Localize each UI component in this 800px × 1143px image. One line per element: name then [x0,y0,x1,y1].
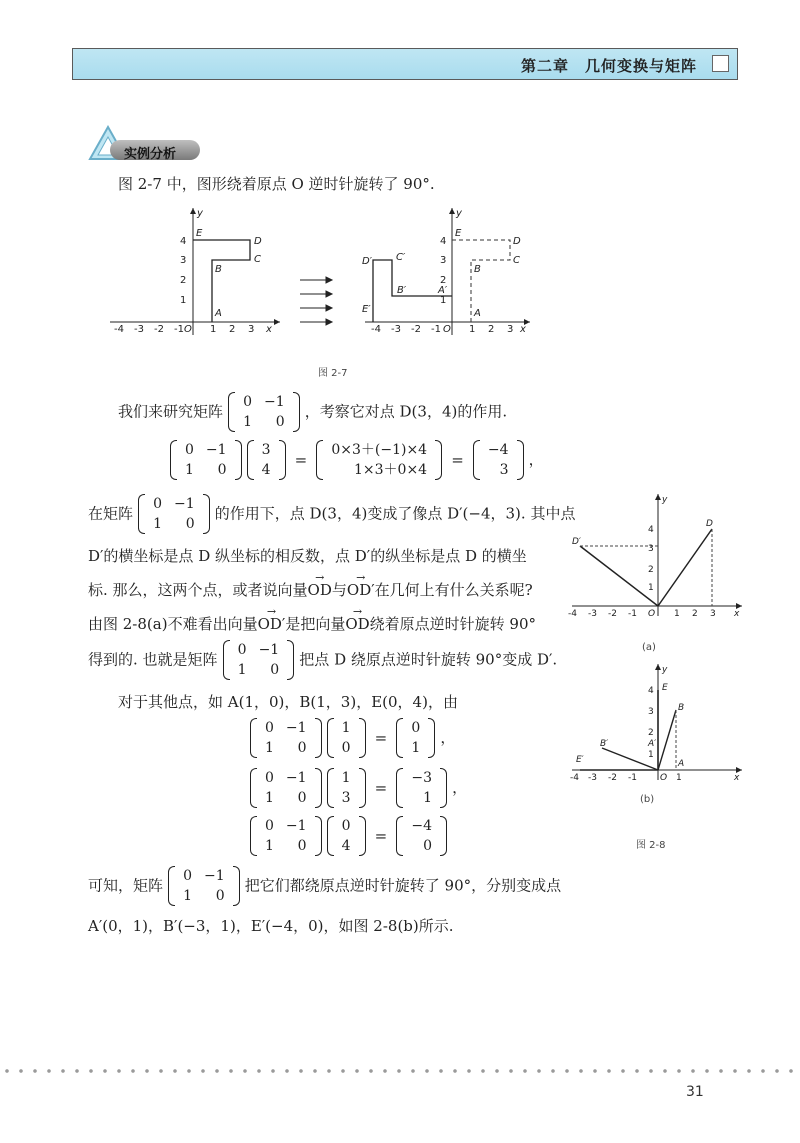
fig27-left-D: D [254,236,262,247]
fig27-caption: 图 2-7 [318,368,348,379]
tick-r-y-4: 4 [440,236,447,247]
para1 [118,392,507,432]
svg-text:y: y [662,495,668,505]
tick-r-x-neg2: -2 [411,324,421,335]
svg-text:O: O [648,609,656,619]
fig27-right-y-label: y [456,208,462,219]
tick-r-x-neg3: -3 [391,324,401,335]
tick-x-neg1: -1 [174,324,184,335]
svg-text:D: D [706,519,713,529]
calc-result: −4 3 [473,440,524,480]
fig27-left-origin: O [184,324,192,335]
fig27-right-Dp: D′ [362,256,372,267]
svg-text:1: 1 [648,583,654,593]
fig28a-sub: (a) [642,642,656,653]
fig27-left-axes [110,208,280,335]
section-banner [88,125,200,163]
fig27-left-C: C [254,254,261,265]
figure-2-8b [566,660,746,785]
svg-text:-3: -3 [588,773,597,783]
svg-text:x: x [734,773,740,783]
para4-line2: A′(0，1)，B′(−3，1)，E′(−4，0)，如图 2-8(b)所示. [88,917,454,935]
matrix-rot-2: 0 −1 1 0 [138,494,210,534]
para2-line3: 标. 那么，这两个点，或者说向量→ OD与→ OD′在几何上有什么关系呢? [88,580,533,600]
svg-text:-4: -4 [568,609,577,619]
calc-d: 0 −1 1 0 3 4 = 0×3＋(−1)×4 1×3＋0×4 = −4 3 ， [170,440,544,480]
header-square-decoration [712,55,729,72]
svg-text:D′: D′ [572,537,581,547]
tick-y-3: 3 [180,255,187,266]
figure-2-7 [100,200,540,340]
svg-text:-2: -2 [608,609,617,619]
tick-r-x-2: 2 [488,324,495,335]
fig27-right-E: E [455,228,462,239]
calc-vec-in: 3 4 [247,440,286,480]
svg-text:-1: -1 [628,773,637,783]
fig27-left-A: A [215,308,222,319]
tick-y-4: 4 [180,236,187,247]
tick-x-neg4: -4 [114,324,124,335]
fig27-right-x-label: x [520,324,526,335]
fig27-right-Cp: C′ [396,252,406,263]
tick-r-y-3: 3 [440,255,447,266]
matrix-rot-1: 0 −1 1 0 [228,392,300,432]
fig27-right-Ap: A′ [438,285,448,296]
footer-dotted-divider [0,1068,800,1074]
calc-expanded: 0×3＋(−1)×4 1×3＋0×4 [316,440,442,480]
svg-text:B′: B′ [600,739,609,749]
tick-x-neg2: -2 [154,324,164,335]
tick-r-y-1: 1 [440,295,447,306]
svg-text:1: 1 [676,773,682,783]
chapter-title: 第二章 几何变换与矩阵 [520,57,697,75]
fig27-right-B: B [474,264,481,275]
calc-e: 0 −1 1 0 0 4 = −4 0 [250,816,447,856]
para3: 对于其他点，如 A(1，0)，B(1，3)，E(0，4)，由 [118,693,458,711]
calc-matrix: 0 −1 1 0 [170,440,242,480]
para2-line2: D′的横坐标是点 D 纵坐标的相反数，点 D′的纵坐标是点 D 的横坐 [88,547,527,565]
svg-text:E′: E′ [576,755,584,765]
svg-text:x: x [734,609,740,619]
tick-y-1: 1 [180,295,187,306]
banner-label: 实例分析 [124,147,177,162]
svg-text:-1: -1 [628,609,637,619]
fig27-left-B: B [215,264,222,275]
svg-text:2: 2 [648,728,654,738]
fig27-left-y-label: y [197,208,203,219]
fig27-right-D: D [513,236,521,247]
fig27-arrows [300,277,332,325]
tick-x-3: 3 [248,324,255,335]
intro-text: 图 2-7 中，图形绕着原点 O 逆时针旋转了 90°. [118,175,435,193]
svg-text:2: 2 [692,609,698,619]
calc-a: 0 −1 1 0 1 0 = 0 1 ， [250,718,455,758]
fig27-left-E: E [196,228,203,239]
para2-line5: 得到的. 也就是矩阵 0 −1 1 0 把点 D 绕原点逆时针旋转 90°变成 D′. [88,642,558,678]
para1-a: 我们来研究矩阵 [118,402,224,421]
svg-text:3: 3 [710,609,716,619]
svg-text:4: 4 [648,525,654,535]
para2-line1: 在矩阵 0 −1 1 0 的作用下，点 D(3，4)变成了像点 D′(−4，3). 其中点 [88,496,576,532]
tick-r-x-3: 3 [507,324,514,335]
tick-r-x-neg4: -4 [371,324,381,335]
fig28-caption: 图 2-8 [636,840,666,851]
tick-y-2: 2 [180,275,187,286]
fig27-right-Bp: B′ [397,285,407,296]
svg-text:A′: A′ [648,739,657,749]
svg-text:1: 1 [674,609,680,619]
fig27-dashed-original [452,240,510,322]
fig27-right-axes [365,208,530,335]
fig27-right-Ep: E′ [362,304,371,315]
fig28b-sub: (b) [640,794,655,805]
calc-b: 0 −1 1 0 1 3 = −3 1 ， [250,768,467,808]
tick-x-1: 1 [210,324,217,335]
svg-text:1: 1 [648,750,654,760]
svg-text:2: 2 [648,565,654,575]
matrix-rot-3: 0 −1 1 0 [223,640,295,680]
para2-line4: 由图 2-8(a)不难看出向量→ OD′是把向量→ OD绕着原点逆时针旋转 90° [88,614,536,634]
page-number: 31 [686,1084,704,1100]
svg-text:A: A [678,759,685,769]
tick-r-x-neg1: -1 [431,324,441,335]
svg-text:4: 4 [648,686,654,696]
svg-text:O: O [660,773,668,783]
tick-r-x-1: 1 [469,324,476,335]
fig27-right-A: A [474,308,481,319]
svg-text:3: 3 [648,707,654,717]
fig27-left-x-label: x [266,324,272,335]
svg-text:-3: -3 [588,609,597,619]
svg-text:3: 3 [648,544,654,554]
fig27-right-origin: O [443,324,451,335]
tick-x-neg3: -3 [134,324,144,335]
figure-2-8a [566,488,746,628]
fig27-right-C: C [513,255,520,266]
tick-x-2: 2 [229,324,236,335]
svg-text:B: B [678,703,685,713]
para1-b: ，考察它对点 D(3，4)的作用. [304,402,508,421]
svg-text:E: E [662,683,668,693]
svg-text:-2: -2 [608,773,617,783]
svg-text:y: y [662,665,668,675]
matrix-rot-4: 0 −1 1 0 [168,866,240,906]
svg-text:-4: -4 [570,773,579,783]
tick-r-y-2: 2 [440,275,447,286]
para4-line1: 可知，矩阵 0 −1 1 0 把它们都绕原点逆时针旋转了 90°，分别变成点 [88,868,562,904]
chapter-header-bar [72,48,738,80]
